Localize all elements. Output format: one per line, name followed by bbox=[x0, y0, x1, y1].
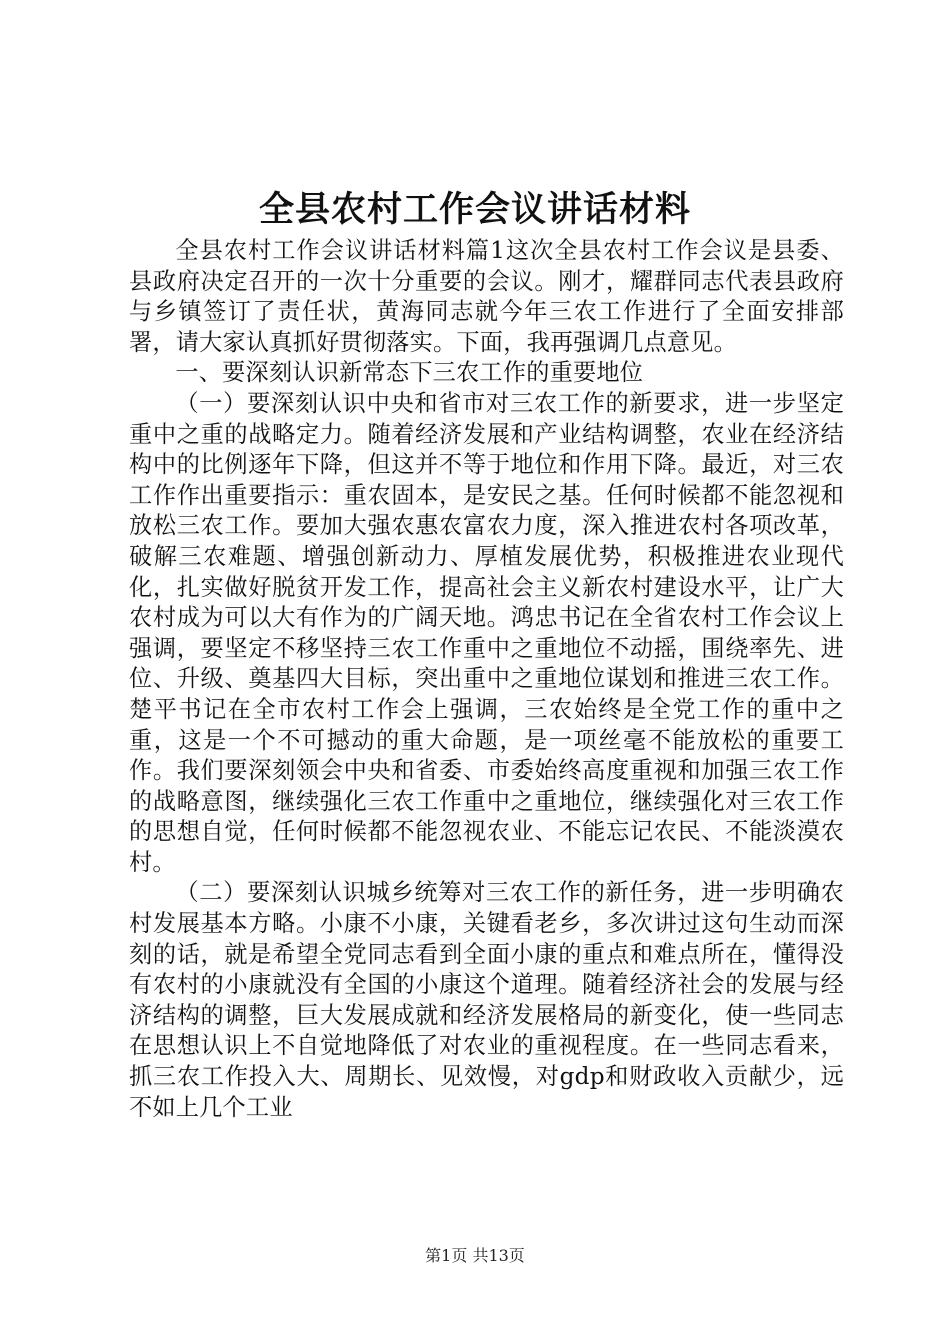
page-footer: 第1页 共13页 bbox=[425, 1246, 525, 1265]
paragraph-intro: 全县农村工作会议讲话材料篇1这次全县农村工作会议是县委、县政府决定召开的一次十分重要的会议。刚才，耀群同志代表县政府与乡镇签订了责任状，黄海同志就今年三农工作进行了全面安排部署，请大家认真抓好贯彻落实。下面，我再强调几点意见。 bbox=[129, 237, 844, 356]
paragraph-subsection-1: （一）要深刻认识中央和省市对三农工作的新要求，进一步坚定重中之重的战略定力。随着经济发展和产业结构调整，农业在经济结构中的比例逐年下降，但这并不等于地位和作用下降。最近，对三农工作作出重要指示：重农固本，是安民之基。任何时候都不能忽视和放松三农工作。要加大强农惠农富农力度，深入推进农村各项改革，破解三农难题、增强创新动力、厚植发展优势，积极推进农业现代化，扎实做好脱贫开发工作，提高社会主义新农村建设水平，让广大农村成为可以大有作为的广阔天地。鸿忠书记在全省农村工作会议上强调，要坚定不移坚持三农工作重中之重地位不动摇，围绕率先、进位、升级、奠基四大目标，突出重中之重地位谋划和推进三农工作。楚平书记在全市农村工作会上强调，三农始终是全党工作的重中之重，这是一个不可撼动的重大命题，是一项丝毫不能放松的重要工作。我们要深刻领会中央和省委、市委始终高度重视和加强三农工作的战略意图，继续强化三农工作重中之重地位，继续强化对三农工作的思想自觉，任何时候都不能忽视农业、不能忘记农民、不能淡漠农村。 bbox=[129, 389, 844, 876]
section-heading-1: 一、要深刻认识新常态下三农工作的重要地位 bbox=[175, 359, 644, 387]
document-body bbox=[129, 236, 844, 1123]
document-title: 全县农村工作会议讲话材料 bbox=[258, 189, 691, 230]
paragraph-subsection-2: （二）要深刻认识城乡统筹对三农工作的新任务，进一步明确农村发展基本方略。小康不小康，关键看老乡，多次讲过这句生动而深刻的话，就是希望全党同志看到全面小康的重点和难点所在，懂得没有农村的小康就没有全国的小康这个道理。随着经济社会的发展与经济结构的调整，巨大发展成就和经济发展格局的新变化，使一些同志在思想认识上不自觉地降低了对农业的重视程度。在一些同志看来，抓三农工作投入大、周期长、见效慢，对gdp和财政收入贡献少，远不如上几个工业 bbox=[129, 879, 844, 1121]
